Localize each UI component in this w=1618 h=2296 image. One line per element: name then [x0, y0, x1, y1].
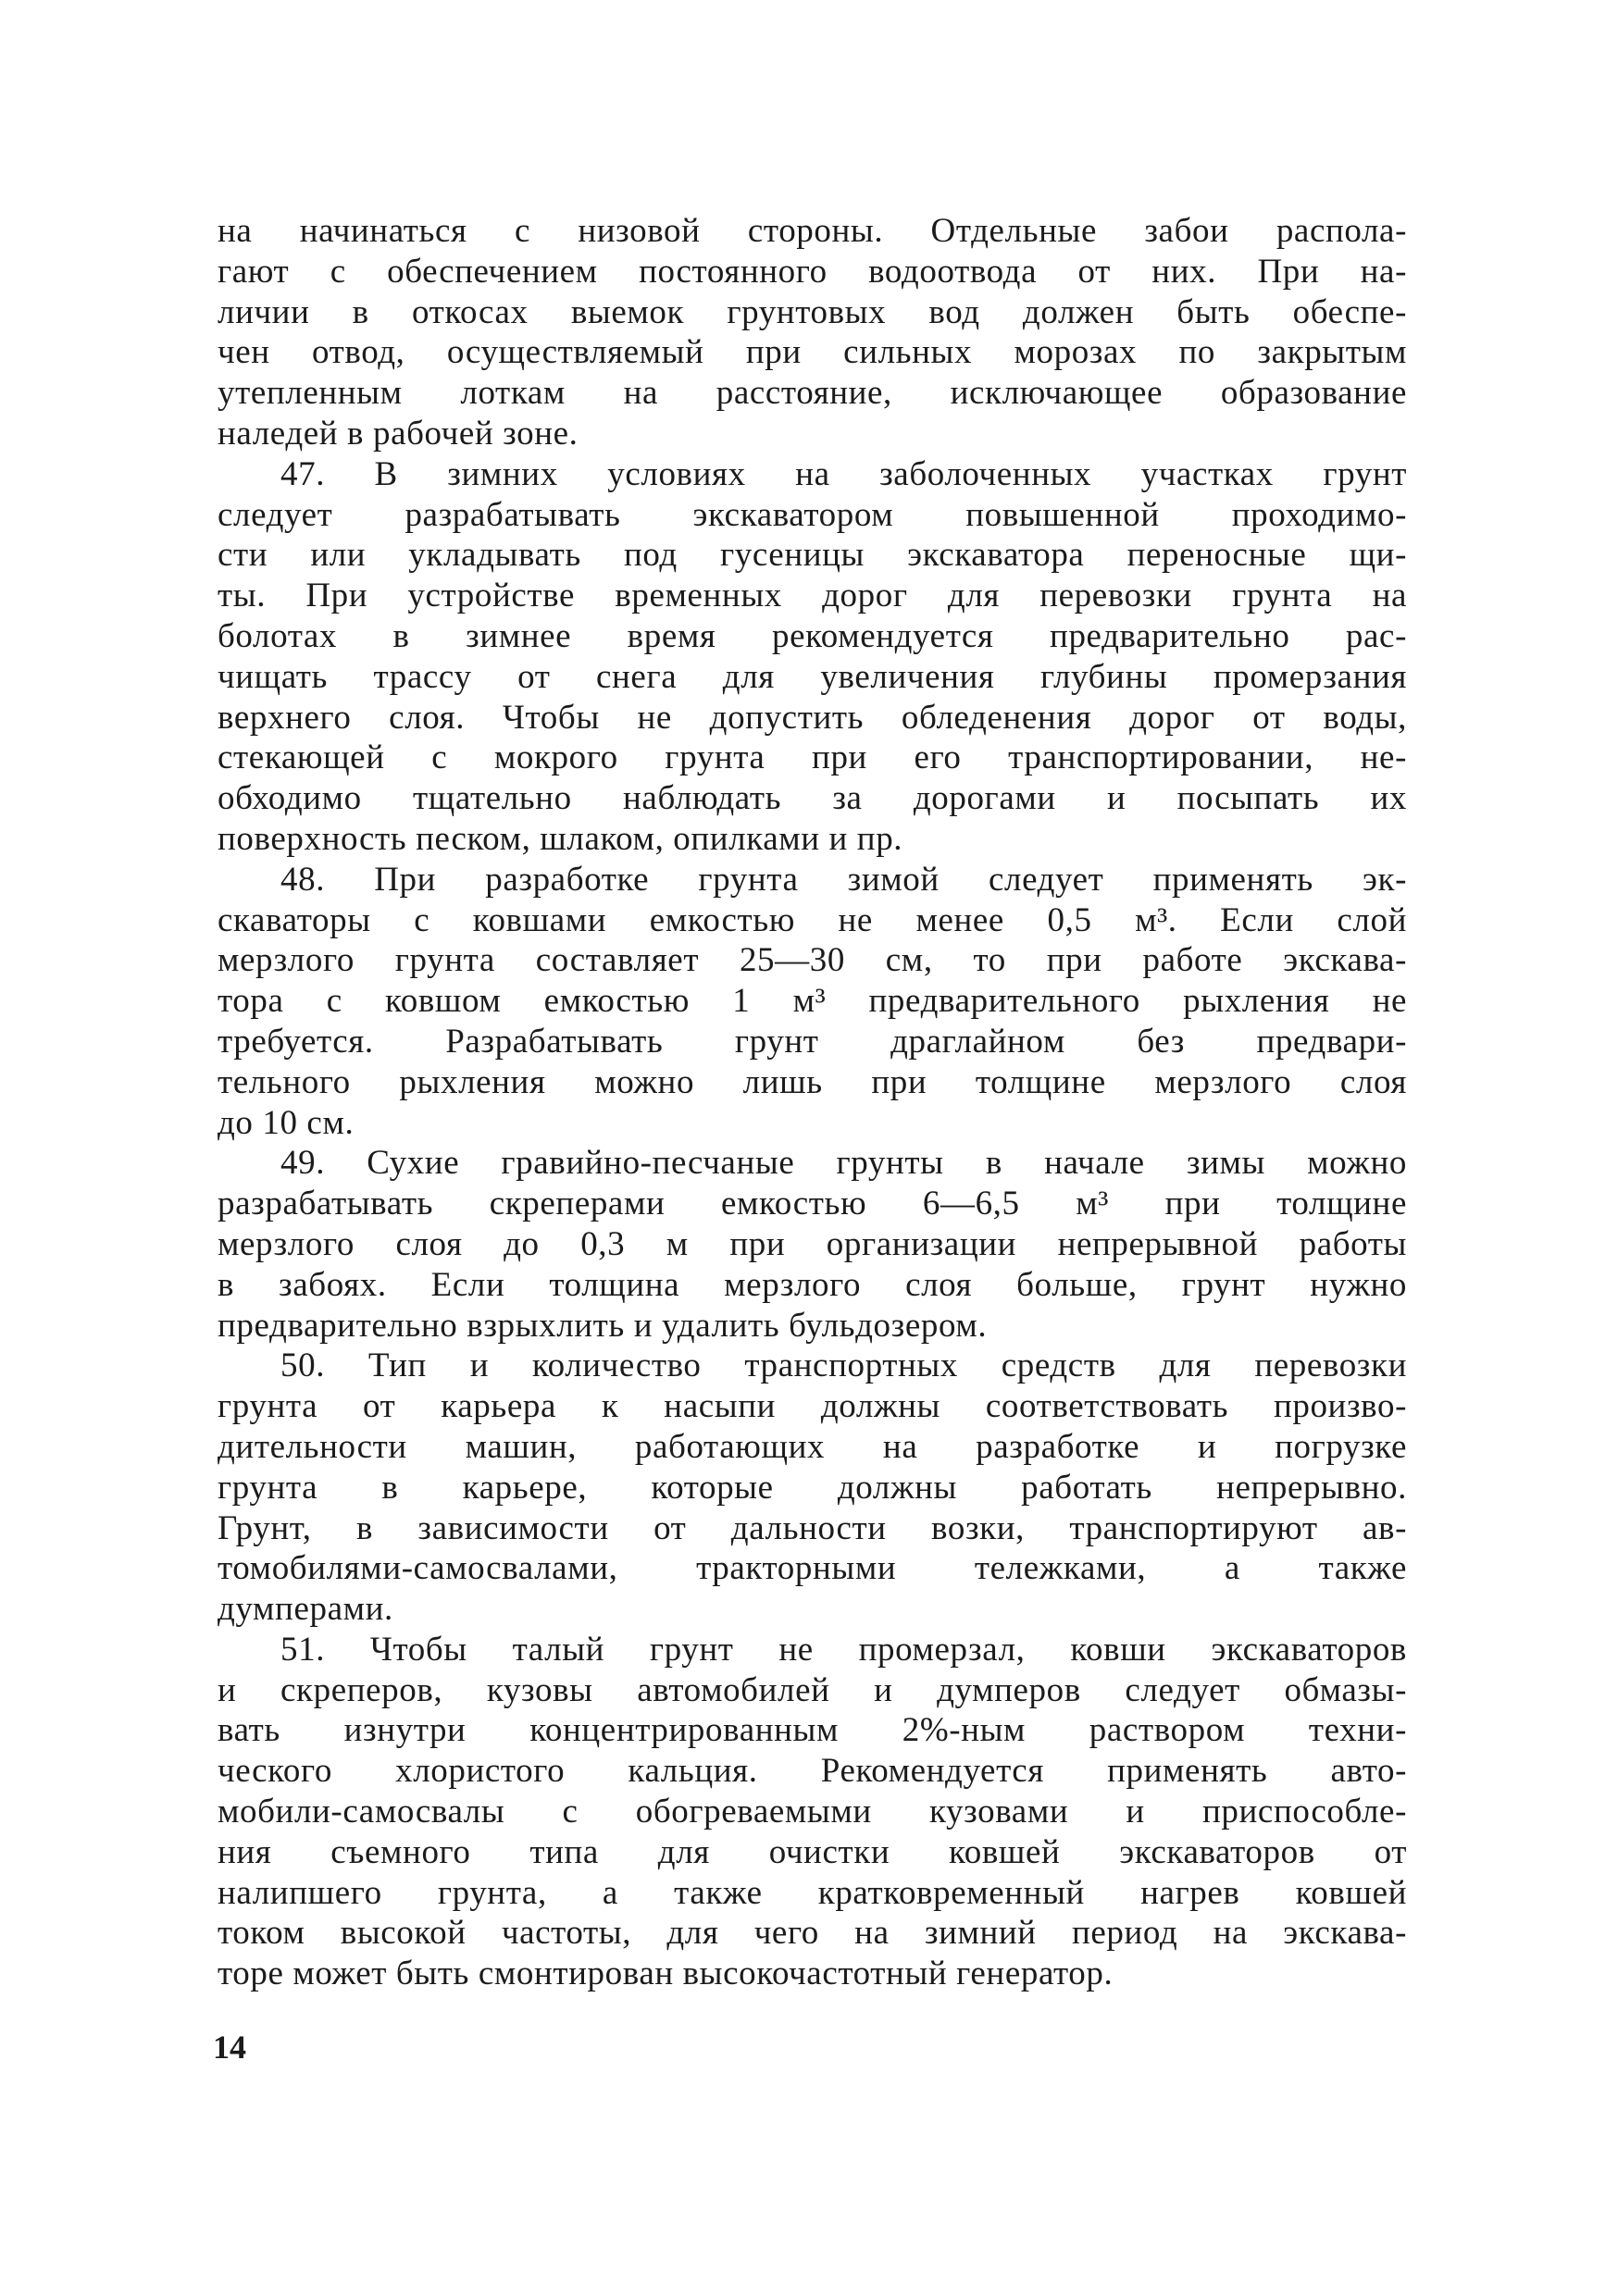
text-line: чен отвод, осуществляемый при сильных морозах по закрытым [218, 333, 1407, 372]
text-line: в забоях. Если толщина мерзлого слоя больше, грунт нужно [218, 1265, 1407, 1304]
text-line: 47. В зимних условиях на заболоченных участках грунт [280, 454, 1407, 493]
text-line: 48. При разработке грунта зимой следует применять эк- [280, 860, 1407, 899]
body-text [218, 211, 1407, 1994]
text-line: мерзлого слоя до 0,3 м при организации непрерывной работы [218, 1224, 1407, 1263]
text-line: тора с ковшом емкостью 1 м³ предварительного рыхления не [218, 982, 1407, 1021]
text-line: думперами. [218, 1590, 393, 1629]
text-line: сти или укладывать под гусеницы экскаватора переносные щи- [218, 536, 1407, 575]
text-line: предварительно взрыхлить и удалить бульдозером. [218, 1306, 988, 1345]
text-line: верхнего слоя. Чтобы не допустить обледенения дорог от воды, [218, 698, 1407, 737]
text-line: 49. Сухие гравийно-песчаные грунты в начале зимы можно [280, 1144, 1407, 1183]
text-line: обходимо тщательно наблюдать за дорогами и посыпать их [218, 779, 1407, 818]
text-line: налипшего грунта, а также кратковременный нагрев ковшей [218, 1873, 1407, 1912]
text-line: скаваторы с ковшами емкостью не менее 0,5 м³. Если слой [218, 900, 1407, 939]
text-line: до 10 см. [218, 1103, 355, 1142]
text-line: торе может быть смонтирован высокочастотный генератор. [218, 1955, 1114, 1993]
text-line: ческого хлористого кальция. Рекомендуется применять авто- [218, 1752, 1407, 1791]
text-line: 50. Тип и количество транспортных средств для перевозки [280, 1347, 1407, 1385]
text-line: Грунт, в зависимости от дальности возки, транспортируют ав- [218, 1508, 1407, 1547]
text-line: утепленным лоткам на расстояние, исключающее образование [218, 374, 1407, 413]
text-line: ты. При устройстве временных дорог для перевозки грунта на [218, 577, 1407, 615]
page-number: 14 [213, 2029, 246, 2066]
text-line: томобилями-самосвалами, тракторными тележками, а также [218, 1549, 1407, 1588]
text-line: наледей в рабочей зоне. [218, 414, 579, 453]
text-line: 51. Чтобы талый грунт не промерзал, ковши экскаваторов [280, 1630, 1407, 1669]
text-line: мобили-самосвалы с обогреваемыми кузовами и приспособле- [218, 1793, 1407, 1831]
text-line: поверхность песком, шлаком, опилками и пр. [218, 819, 903, 858]
text-line: грунта от карьера к насыпи должны соответствовать произво- [218, 1387, 1407, 1426]
text-line: вать изнутри концентрированным 2%-ным раствором техни- [218, 1711, 1407, 1750]
text-line: стекающей с мокрого грунта при его транспортировании, не- [218, 738, 1407, 777]
text-line: на начинаться с низовой стороны. Отдельные забои распола- [218, 212, 1407, 250]
text-line: и скреперов, кузовы автомобилей и думперов следует обмазы- [218, 1670, 1407, 1709]
text-line: мерзлого грунта составляет 25—30 см, то при работе экскава- [218, 941, 1407, 980]
text-line: требуется. Разрабатывать грунт драглайном без предвари- [218, 1022, 1407, 1061]
text-line: гают с обеспечением постоянного водоотвода от них. При на- [218, 252, 1407, 291]
text-line: разрабатывать скреперами емкостью 6—6,5 м³ при толщине [218, 1185, 1407, 1223]
text-line: тельного рыхления можно лишь при толщине мерзлого слоя [218, 1062, 1407, 1101]
text-line: грунта в карьере, которые должны работать непрерывно. [218, 1468, 1407, 1507]
text-line: болотах в зимнее время рекомендуется предварительно рас- [218, 616, 1407, 655]
text-line: дительности машин, работающих на разработке и погрузке [218, 1427, 1407, 1466]
text-line: током высокой частоты, для чего на зимний период на экскава- [218, 1914, 1407, 1953]
text-line: личии в откосах выемок грунтовых вод должен быть обеспе- [218, 292, 1407, 331]
text-line: следует разрабатывать экскаватором повышенной проходимо- [218, 495, 1407, 534]
text-line: чищать трассу от снега для увеличения глубины промерзания [218, 657, 1407, 696]
text-line: ния съемного типа для очистки ковшей экскаваторов от [218, 1832, 1407, 1871]
